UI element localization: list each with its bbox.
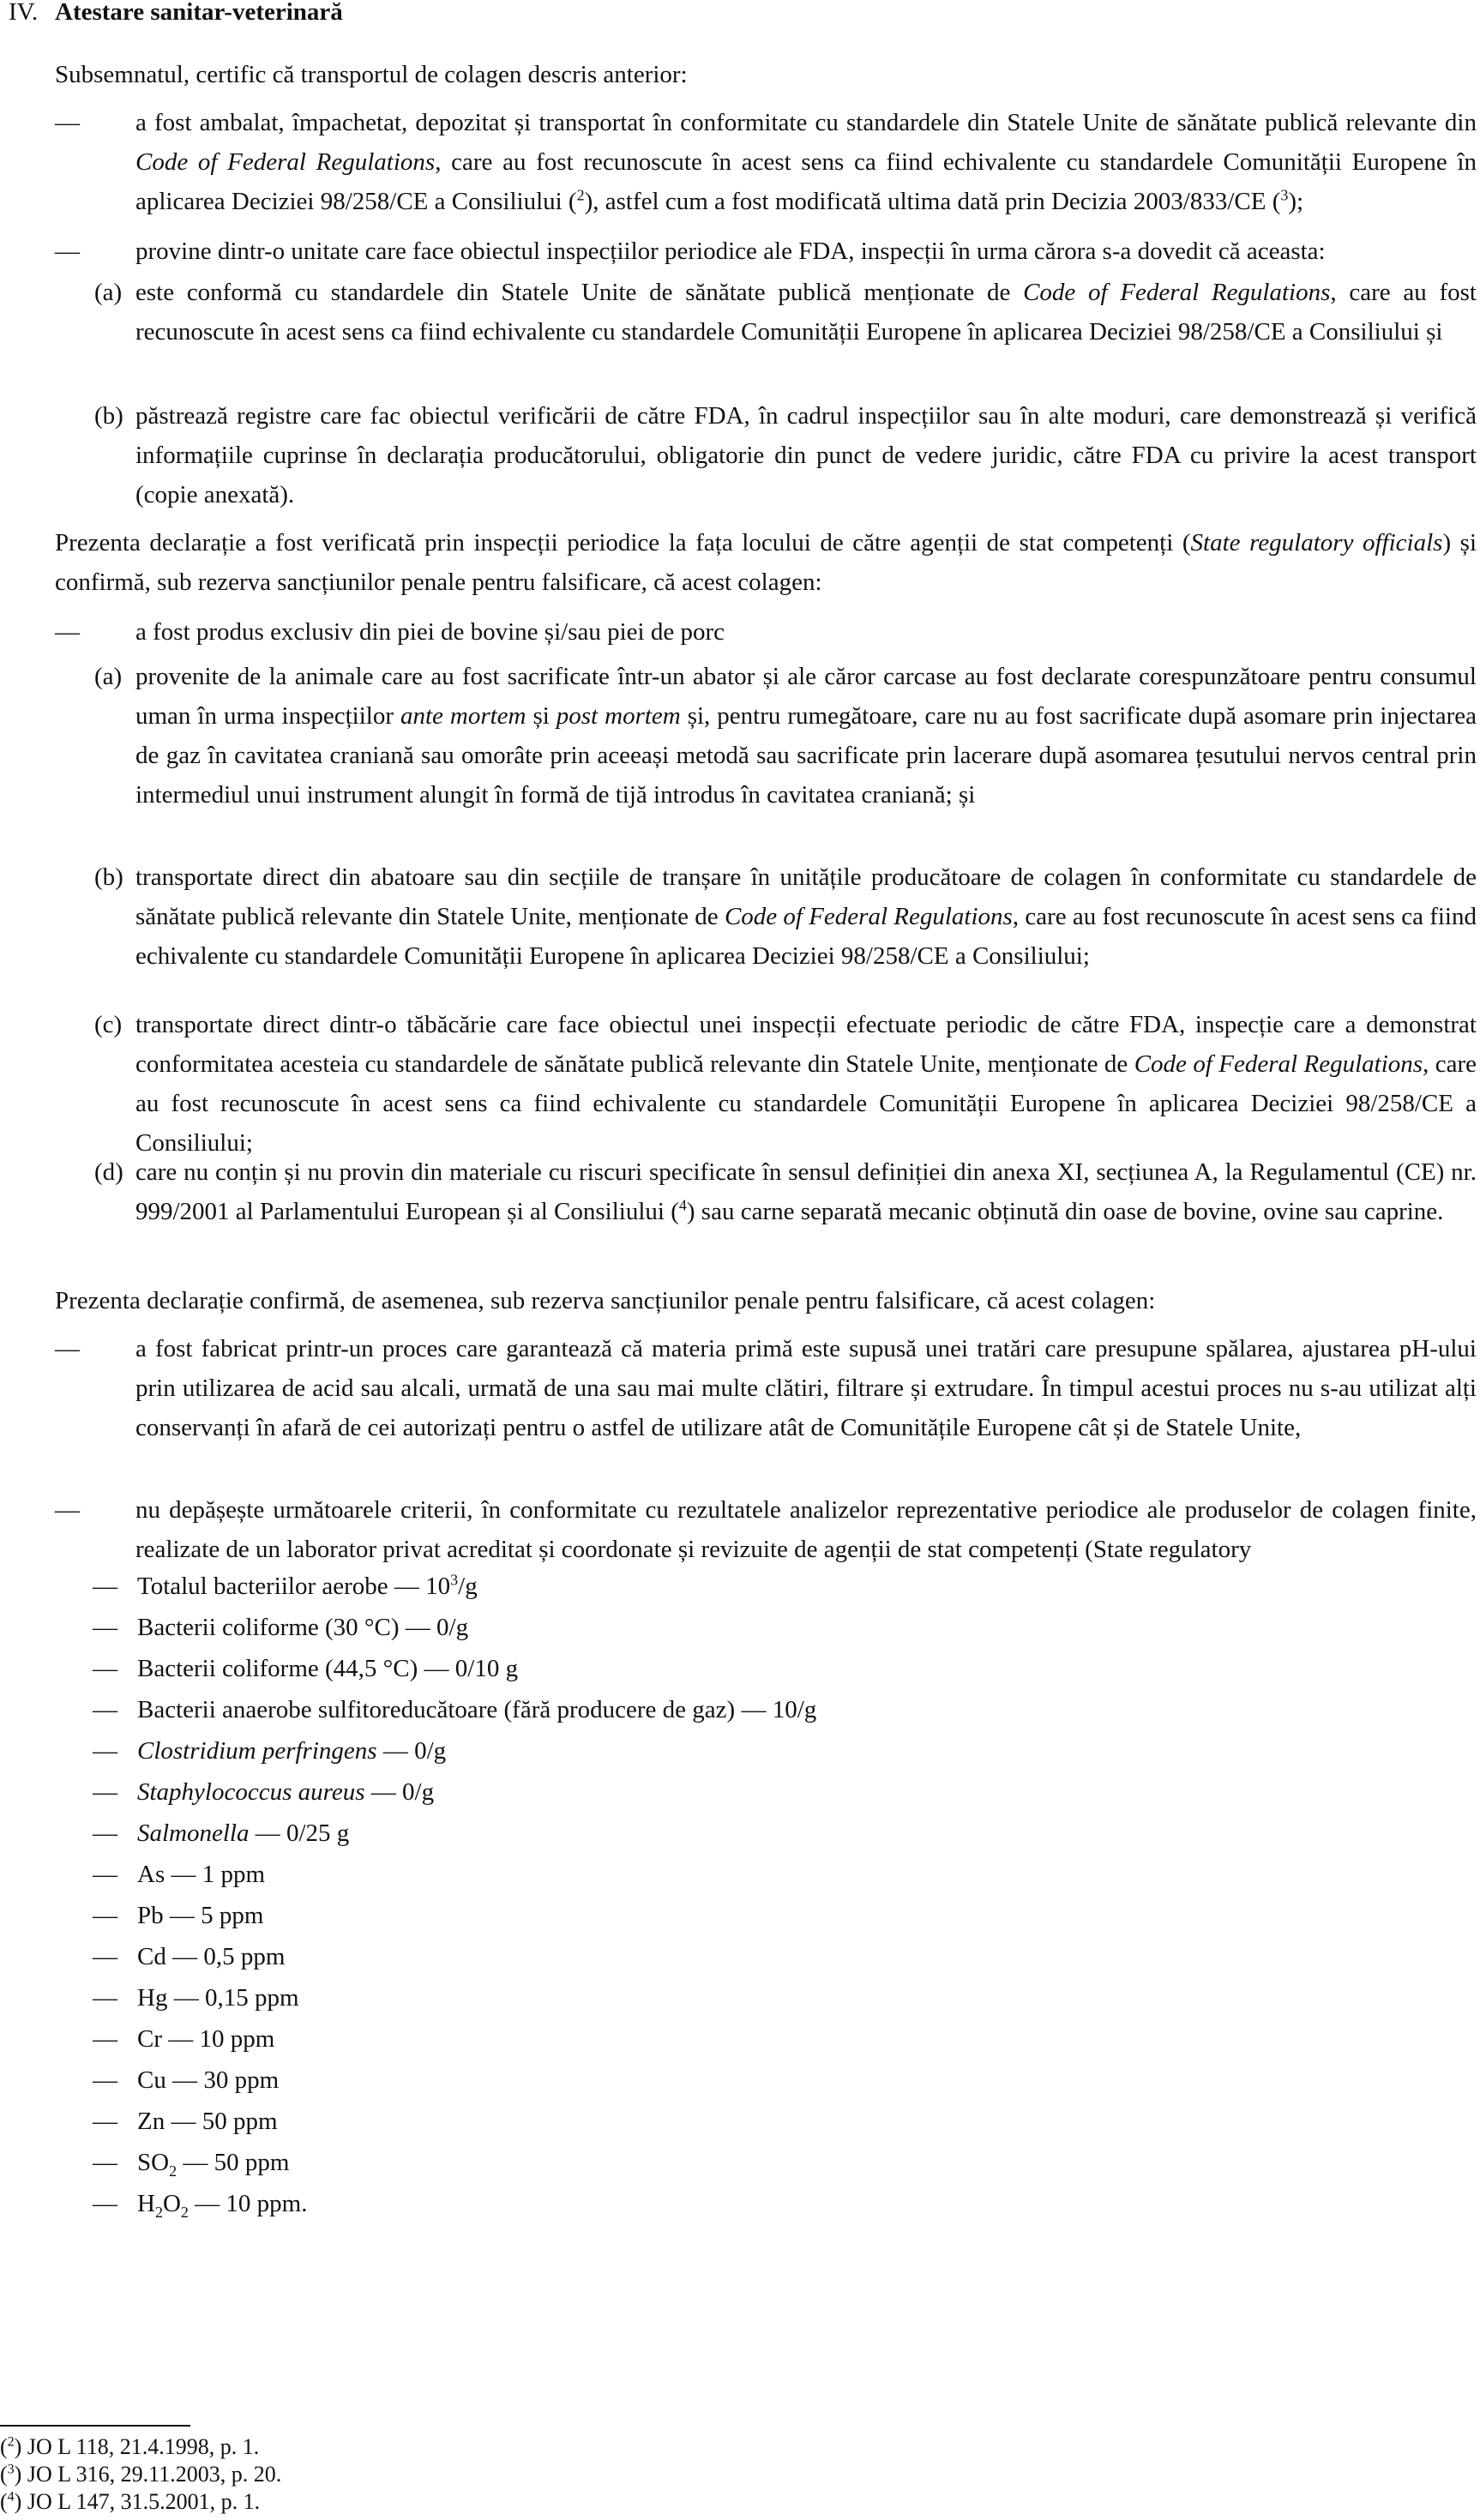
sub-item-label: (a) [94, 663, 123, 690]
criteria-item: — Totalul bacteriilor aerobe — $10^3/g$ [93, 1571, 478, 1600]
criteria-item: — Salmonella — 0/25 g [93, 1819, 350, 1847]
criteria-item: — As — 1 ppm [93, 1861, 266, 1888]
criteria-item: — Staphylococcus aureus — 0/g [93, 1778, 435, 1806]
criteria-item: — Zn — 50 ppm [93, 2108, 278, 2135]
sub-item-label: (b) [94, 863, 123, 891]
sub-item-a-animals [81, 657, 1477, 815]
sub-item-label: (a) [94, 279, 123, 306]
footnote-2: ($^2$) JO L 118, 21.4.1998, p. 1. [0, 2434, 260, 2459]
dash-item-origin [55, 232, 1477, 271]
sub-item-text: transportate direct dintr-o tăbăcărie care face obiectul unei inspecții efectuate periodic de către FDA, inspecție care a demonstrat conformitatea acesteia cu standardele de sănătate publică relevante din Statele Unite, menționate de Code of Federal Regulations, care au fost recunoscute în acest sens ca fiind echivalente cu standardele Comunității Europene în aplicarea Deciziei 98/258/CE a Consiliului; [135, 1011, 1477, 1157]
dash-mark: — [55, 1335, 80, 1362]
footnote-rule [0, 2425, 190, 2427]
criteria-item: — Pb — 5 ppm [93, 1902, 264, 1929]
footnote-3: ($^3$) JO L 316, 29.11.2003, p. 20. [0, 2462, 282, 2487]
sub-item-a-conform [81, 273, 1477, 352]
criteria-list [93, 1566, 816, 2224]
dash-item-text: a fost produs exclusiv din piei de bovine și/sau piei de porc [135, 618, 725, 646]
sub-item-label: (c) [94, 1011, 123, 1038]
dash-item-text: a fost fabricat printr-un proces care garantează că materia primă este supusă unei tratări care presupune spălarea, ajustarea pH-ului prin utilizarea de acid sau alcali, urmată de una sau mai multe clătiri, filtrare și extrudare. În timpul acestui proces nu s-au utilizat alți conservanți în afară de cei autorizați pentru o astfel de utilizare atât de Comunitățile Europene cât și de Statele Unite, [135, 1335, 1477, 1441]
dash-mark: — [55, 1496, 80, 1524]
dash-mark: — [55, 238, 80, 265]
dash-mark: — [55, 109, 80, 136]
section-heading [9, 0, 343, 29]
section-number: IV. [9, 0, 39, 26]
sub-item-b-registers [81, 396, 1477, 514]
intro-paragraph: Subsemnatul, certific că transportul de colagen descris anterior: [55, 61, 688, 88]
criteria-item: — $H_2O_2$ — 10 ppm. [93, 2190, 308, 2221]
sub-item-c-tannery [81, 1005, 1477, 1163]
criteria-item: — Cd — 0,5 ppm [93, 1943, 286, 1970]
criteria-item: — Clostridium perfringens — 0/g [93, 1737, 447, 1765]
criteria-item: — $SO_2$ — 50 ppm [93, 2149, 290, 2180]
criteria-item: — Hg — 0,15 ppm [93, 1984, 299, 2012]
sub-item-label: (d) [94, 1158, 123, 1186]
dash-item-text: a fost ambalat, împachetat, depozitat și transportat în conformitate cu standardele din Statele Unite de sănătate publică relevante din Code of Federal Regulations, care au fost recunoscute în acest sens ca fiind echivalente cu standardele Comunității Europene în aplicarea Deciziei 98/258/CE a Consiliului ($^2$), astfel cum a fost modificată ultima dată prin Decizia 2003/833/CE ($^3$); [135, 109, 1477, 215]
sub-item-text: transportate direct din abatoare sau din secțiile de tranșare în unitățile producătoare de colagen în conformitate cu standardele de sănătate publică relevante din Statele Unite, menționate de Code of Federal Regulations, care au fost recunoscute în acest sens ca fiind echivalente cu standardele Comunității Europene în aplicarea Deciziei 98/258/CE a Consiliului; [135, 863, 1477, 970]
dash-item-process [55, 1329, 1477, 1447]
footnote-4: ($^4$) JO L 147, 31.5.2001, p. 1. [0, 2489, 261, 2514]
criteria-item: — Cr — 10 ppm [93, 2025, 275, 2053]
dash-item-text: provine dintr-o unitate care face obiectul inspecțiilor periodice ale FDA, inspecții în urma cărora s-a dovedit că aceasta: [135, 238, 1326, 265]
dash-item-text: nu depășește următoarele criterii, în conformitate cu rezultatele analizelor reprezentative periodice ale produselor de colagen finite, realizate de un laborator privat acreditat și coordonate și revizuite de agenții de stat competenți (State regulatory [135, 1496, 1477, 1563]
sub-item-b-abattoirs [81, 857, 1477, 976]
verification-paragraph: Prezenta declarație a fost verificată prin inspecții periodice la fața locului de către agenții de stat competenți (State regulatory officials) și confirmă, sub rezerva sancțiunilor penale pentru falsificare, că acest colagen: [55, 529, 1477, 596]
dash-item-packed [55, 103, 1477, 221]
sub-item-label: (b) [94, 402, 123, 430]
sub-item-text: este conformă cu standardele din Statele Unite de sănătate publică menționate de Code of Federal Regulations, care au fost recunoscute în acest sens ca fiind echivalente cu standardele Comunității Europene în aplicarea Deciziei 98/258/CE a Consiliului și [135, 279, 1477, 346]
sub-item-text: care nu conțin și nu provin din materiale cu riscuri specificate în sensul definiției din anexa XI, secțiunea A, la Regulamentul (CE) nr. 999/2001 al Parlamentului European și al Consiliului ($^4$) sau carne separată mecanic obținută din oase de bovine, ovine sau caprine. [135, 1158, 1477, 1225]
confirmation-paragraph: Prezenta declarație confirmă, de asemenea, sub rezerva sancțiunilor penale pentru falsificare, că acest colagen: [55, 1287, 1156, 1314]
sub-item-text: păstrează registre care fac obiectul verificării de către FDA, în cadrul inspecțiilor sau în alte moduri, care demonstrează și verifică informațiile cuprinse în declarația producătorului, obligatorie din punct de vedere juridic, către FDA cu privire la acest transport (copie anexată). [135, 402, 1477, 508]
sub-item-d-risk-materials [81, 1152, 1477, 1231]
criteria-item: — Bacterii coliforme (30 °C) — 0/g [93, 1614, 469, 1641]
criteria-item: — Bacterii anaerobe sulfitoreducătoare (fără producere de gaz) — 10/g [93, 1696, 817, 1723]
dash-item-produced [55, 612, 1477, 652]
criteria-item: — Bacterii coliforme (44,5 °C) — 0/10 g [93, 1655, 519, 1682]
sub-item-text: provenite de la animale care au fost sacrificate într-un abator și ale căror carcase au fost declarate corespunzătoare pentru consumul uman în urma inspecțiilor ante mortem și post mortem și, pentru rumegătoare, care nu au fost sacrificate după asomare prin injectarea de gaz în cavitatea craniană sau omorâte prin aceeași metodă sau sacrificate prin lacerare după asomarea țesutului nervos central prin intermediul unui instrument alungit în formă de tijă introdus în cavitatea craniană; și [135, 663, 1477, 809]
criteria-item: — Cu — 30 ppm [93, 2066, 280, 2094]
dash-item-criteria [55, 1490, 1477, 1569]
section-title: Atestare sanitar-veterinară [55, 0, 343, 26]
dash-mark: — [55, 618, 80, 646]
